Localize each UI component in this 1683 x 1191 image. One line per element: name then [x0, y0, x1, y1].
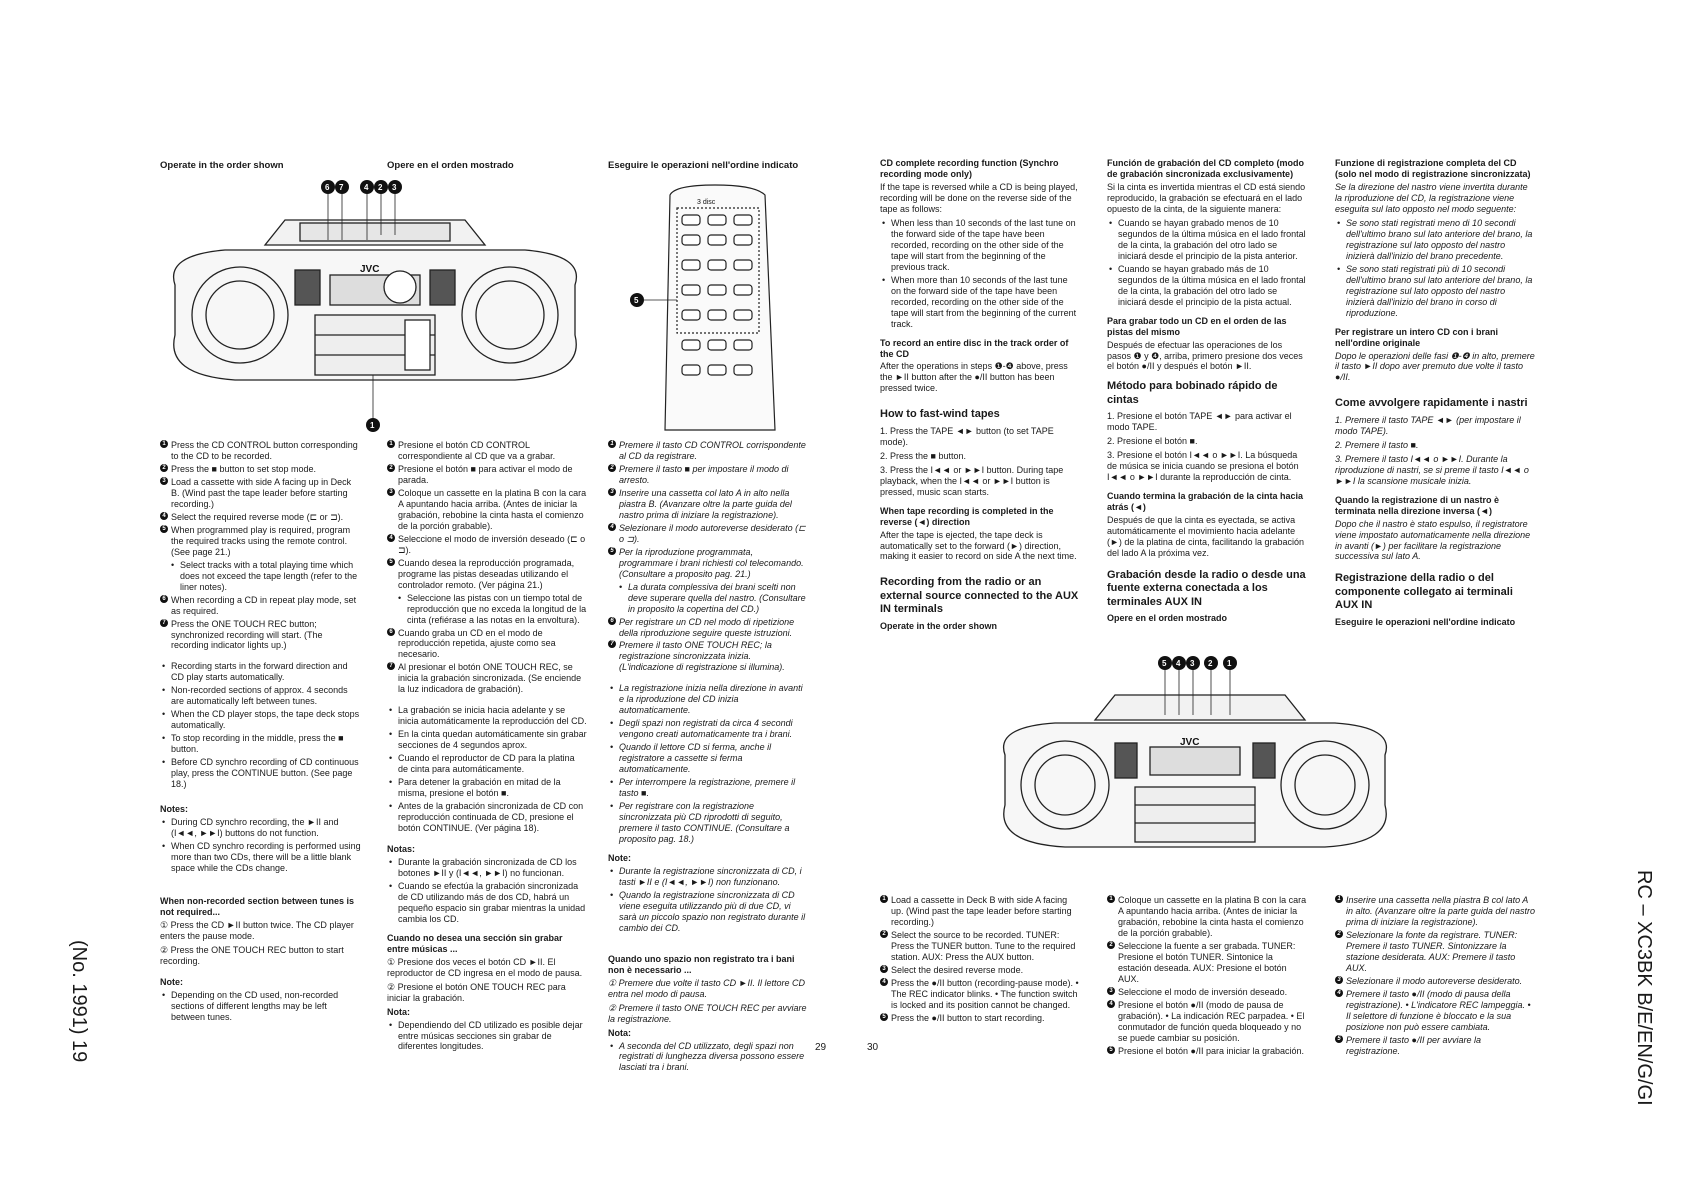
- svg-text:3 disc: 3 disc: [697, 199, 716, 206]
- model-code: RC – XC3BK B/E/EN/G/GI: [1633, 870, 1655, 1106]
- es-column: 1 Presione el botón CD CONTROL correspondiente al CD que va a grabar. 2 Presione el botón ■ para activar el modo de parada. 3 Coloque un cassette en la platina B con la cara A apuntando hacia arriba. (Antes de iniciar la grabación, rebobine la cinta hasta el comienzo de la porción grabable). 4 Seleccione el modo de inversión deseado (⊏ o ⊐). 5 Cuando desea la reproducción programada, programe las pistas deseadas utilizando el controlador remoto. (Ver página 21.) • Seleccione las pistas con un tiempo total de reproducción que no exceda la longitud de la cinta (refiérase a las notas en la envoltura). 6 Cuando graba un CD en el modo de reproducción repetida, ajuste como sea necesario. 7 Al presionar el botón ONE TOUCH REC, se inicia la grabación sincronizada. (Se enciende la luz indicadora de grabación). • La grabación se inicia hacia adelante y se inicia automáticamente la reproducción del CD. • En la cinta quedan automáticamente sin grabar secciones de 4 segundos aprox. • Cuando el reproductor de CD para la platina de cinta para automáticamente. • Para detener la grabación en mitad de la misma, presione el botón ■. • Antes de la grabación sincronizada de CD con reproducción continuada de CD, presione el botón CONTINUE. (Ver página 18). Notas: • Durante la grabación sincronizada de CD los botones ►II y (I◄◄, ►►I) no funcionan. • Cuando se efectúa la grabación sincronizada de CD utilizando más de dos CD, habrá un pequeño espacio sin grabar mientras la unidad cambia los CD. Cuando no desea una sección sin grabar entre músicas ... ① Presione dos veces el botón CD ►II. El reproductor de CD ingresa en el modo de pausa. ② Presione el botón ONE TOUCH REC para iniciar la grabación. Nota: • Dependiendo del CD utilizado es posible dejar entre músicas secciones sin grabar de diferentes longitudes.: [387, 440, 587, 1054]
- boombox-aux-illustration: [985, 655, 1405, 895]
- svg-text:2: 2: [378, 183, 383, 192]
- svg-text:1: 1: [1227, 659, 1232, 668]
- it-column: 1 Premere il tasto CD CONTROL corrispondente al CD da registrare. 2 Premere il tasto ■ per impostare il modo di arresto. 3 Inserire una cassetta col lato A in alto nella piastra B. (Avanzare oltre la parte guida del nastro prima di iniziare la registrazione). 4 Selezionare il modo autoreverse desiderato (⊏ o ⊐). 5 Per la riproduzione programmata, programmare i brani richiesti col telecomando. (Consultare a proposito pag. 21.) • La durata complessiva dei brani scelti non deve superare quella del nastro. (Consultare in proposito la copertina del CD.) 6 Per registrare un CD nel modo di ripetizione della riproduzione seguire queste istruzioni. 7 Premere il tasto ONE TOUCH REC; la registrazione sincronizzata inizia. (L'indicazione di registrazione si illumina). • La registrazione inizia nella direzione in avanti e la riproduzione del CD inizia automaticamente. • Degli spazi non registrati da circa 4 secondi vengono creati automaticamente tra i brani. • Quando il lettore CD si ferma, anche il registratore a cassette si ferma automaticamente. • Per interrompere la registrazione, premere il tasto ■. • Per registrare con la registrazione sincronizzata più CD riprodotti di seguito, premere il tasto CONTINUE. (Consultare a proposito pag. 18.) Note: • Durante la registrazione sincronizzata di CD, i tasti ►II e (I◄◄, ►►I) non funzionano. • Quando la registrazione sincronizzata di CD viene eseguita utilizzando più di due CD, vi sarà un piccolo spazio non registrato durante il cambio dei CD. Quando uno spazio non registrato tra i bani non è necessario ... ① Premere due volte il tasto CD ►II. Il lettore CD entra nel modo di pausa. ② Premere il tasto ONE TOUCH REC per avviare la registrazione. Nota: • A seconda del CD utilizzato, degli spazi non registrati di lunghezza diversa possono essere lasciati tra i brani.: [608, 440, 808, 1075]
- aux-es-steps: 1 Coloque un cassette en la platina B con la cara A apuntando hacia arriba. (Antes de iniciar la grabación, rebobine la cinta hasta el comienzo de la porción grabable). 2 Seleccione la fuente a ser grabada. TUNER: Presione el botón TUNER. Sintonice la estación deseada. AUX: Presione el botón AUX. 3 Seleccione el modo de inversión deseado. 4 Presione el botón ●/II (modo de pausa de grabación). • La indicación REC parpadea. • El conmutador de función queda bloqueado y no se puede cambiar su posición. 5 Presione el botón ●/II para iniciar la grabación.: [1107, 895, 1307, 1059]
- page-side-number: (No. 1991) 19: [68, 940, 90, 1063]
- right-it-column: Funzione di registrazione completa del CD (solo nel modo di registrazione sincronizzata) Se la direzione del nastro viene invertita durante la riproduzione del CD, la registrazione viene eseguita sul lato opposto nel modo seguente: • Se sono stati registrati meno di 10 secondi dell'ultimo brano sul lato anteriore del brano, la registrazione sul lato opposto del nastro inizierà dall'inizio del brano precedente. • Se sono stati registrati più di 10 secondi dell'ultimo brano sul lato anteriore del brano, la registrazione sul lato opposto del nastro inizierà dall'inizio del brano in corso di riproduzione. Per registrare un intero CD con i brani nell'ordine originale Dopo le operazioni delle fasi ❶-❹ in alto, premere il tasto ►II dopo aver premuto due volte il tasto ●/II. Come avvolgere rapidamente i nastri 1. Premere il tasto TAPE ◄► (per impostare il modo TAPE). 2. Premere il tasto ■. 3. Premere il tasto I◄◄ o ►►I. Durante la riproduzione di nastri, se si preme il tasto I◄◄ o ►►I la scansione musicale inizia. Quando la registrazione di un nastro è terminata nella direzione inversa (◄) Dopo che il nastro è stato espulso, il registratore viene impostato automaticamente nella direzione in avanti (►) per facilitare la registrazione successiva sul lato A. Registrazione della radio o del componente collegato ai terminali AUX IN Eseguire le operazioni nell'ordine indicato: [1335, 158, 1535, 630]
- heading-es: Opere en el orden mostrado: [387, 160, 514, 171]
- svg-text:JVC: JVC: [1180, 737, 1200, 748]
- svg-text:5: 5: [1162, 659, 1167, 668]
- svg-text:5: 5: [634, 296, 639, 305]
- boombox-illustration: [155, 175, 595, 435]
- right-en-column: CD complete recording function (Synchro recording mode only) If the tape is reversed while a CD is being played, recording will be done on the reverse side of the tape as follows: • When less than 10 seconds of the last tune on the forward side of the tape have been recorded, recording on the other side of the tape will start from the beginning of the previous track. • When more than 10 seconds of the last tune on the forward side of the tape have been recorded, recording on the other side of the tape will start from the beginning of the current track. To record an entire disc in the track order of the CD After the operations in steps ❶-❹ above, press the ►II button after the ●/II button has been pressed twice. How to fast-wind tapes 1. Press the TAPE ◄► button (to set TAPE mode). 2. Press the ■ button. 3. Press the I◄◄ or ►►I button. During tape playback, when the I◄◄ or ►►I button is pressed, music scan starts. When tape recording is completed in the reverse (◄) direction After the tape is ejected, the tape deck is automatically set to the forward (►) direction, making it easier to record on side A the next time. Recording from the radio or an external source connected to the AUX IN terminals Operate in the order shown: [880, 158, 1080, 634]
- svg-text:2: 2: [1208, 659, 1213, 668]
- page-number-left: 29: [815, 1042, 827, 1053]
- page-number-right: 30: [867, 1042, 879, 1053]
- svg-text:4: 4: [364, 183, 369, 192]
- svg-text:4: 4: [1176, 659, 1181, 668]
- en-column: 1 Press the CD CONTROL button corresponding to the CD to be recorded. 2 Press the ■ button to set stop mode. 3 Load a cassette with side A facing up in Deck B. (Wind past the tape leader before starting recording.) 4 Select the required reverse mode (⊏ or ⊐). 5 When programmed play is required, program the required tracks using the remote control. (See page 21.) • Select tracks with a total playing time which does not exceed the tape length (refer to the liner notes). 6 When recording a CD in repeat play mode, set as required. 7 Press the ONE TOUCH REC button; synchronized recording will start. (The recording indicator lights up.) • Recording starts in the forward direction and CD play starts automatically. • Non-recorded sections of approx. 4 seconds are automatically left between tunes. • When the CD player stops, the tape deck stops automatically. • To stop recording in the middle, press the ■ button. • Before CD synchro recording of CD continuous play, press the CONTINUE button. (See page 18.) Notes: • During CD synchro recording, the ►II and (I◄◄, ►►I) buttons do not function. • When CD synchro recording is performed using more than two CDs, there will be a little blank space while the CDs change. When non-recorded section between tunes is not required... ① Press the CD ►II button twice. The CD player enters the pause mode. ② Press the ONE TOUCH REC button to start recording. Note: • Depending on the CD used, non-recorded sections of different lengths may be left between tunes.: [160, 440, 362, 1025]
- heading-it: Eseguire le operazioni nell'ordine indicato: [608, 160, 799, 171]
- remote-control-illustration: [625, 180, 825, 440]
- svg-text:3: 3: [392, 183, 397, 192]
- svg-text:3: 3: [1190, 659, 1195, 668]
- aux-it-steps: 1 Inserire una cassetta nella piastra B col lato A in alto. (Avanzare oltre la parte guida del nastro prima di iniziare la registrazione). 2 Selezionare la fonte da registrare. TUNER: Premere il tasto TUNER. Sintonizzare la stazione desiderata. AUX: Premere il tasto AUX. 3 Selezionare il modo autoreverse desiderato. 4 Premere il tasto ●/II (modo di pausa della registrazione). • L'indicatore REC lampeggia. • Il selettore di funzione è bloccato e la sua posizione non può essere cambiata. 5 Premere il tasto ●/II per avviare la registrazione.: [1335, 895, 1535, 1059]
- right-es-column: Función de grabación del CD completo (modo de grabación sincronizada exclusivamente) Si la cinta es invertida mientras el CD está siendo reproducido, la grabación se efectuará en el lado opuesto de la cinta, de la siguiente manera: • Cuando se hayan grabado menos de 10 segundos de la última música en el lado frontal de la cinta, la grabación del otro lado se iniciará desde el principio de la pista anterior. • Cuando se hayan grabado más de 10 segundos de la última música en el lado frontal de la cinta, la grabación del otro lado se iniciará desde el principio de la pista actual. Para grabar todo un CD en el orden de las pistas del mismo Después de efectuar las operaciones de los pasos ❶ y ❹, arriba, primero presione dos veces el botón ●/II y después el botón ►II. Método para bobinado rápido de cintas 1. Presione el botón TAPE ◄► para activar el modo TAPE. 2. Presione el botón ■. 3. Presione el botón I◄◄ o ►►I. La búsqueda de música se inicia cuando se presiona el botón I◄◄ o ►►I durante la reproducción de cinta. Cuando termina la grabación de la cinta hacia atrás (◄) Después de que la cinta es eyectada, se activa automáticamente el movimiento hacia adelante (►) de la platina de cinta, facilitando la grabación del lado A la próxima vez. Grabación desde la radio o desde una fuente externa conectada a los terminales AUX IN Opere en el orden mostrado: [1107, 158, 1307, 626]
- svg-text:6: 6: [325, 183, 330, 192]
- aux-en-steps: 1 Load a cassette in Deck B with side A facing up. (Wind past the tape leader before starting recording.) 2 Select the source to be recorded. TUNER: Press the TUNER button. Tune to the required station. AUX: Press the AUX button. 3 Select the desired reverse mode. 4 Press the ●/II button (recording-pause mode). • The REC indicator blinks. • The function switch is locked and its position cannot be changed. 5 Press the ●/II button to start recording.: [880, 895, 1080, 1026]
- svg-text:1: 1: [370, 421, 375, 430]
- heading-en: Operate in the order shown: [160, 160, 284, 171]
- brand-logo: JVC: [360, 264, 380, 275]
- svg-text:7: 7: [339, 183, 344, 192]
